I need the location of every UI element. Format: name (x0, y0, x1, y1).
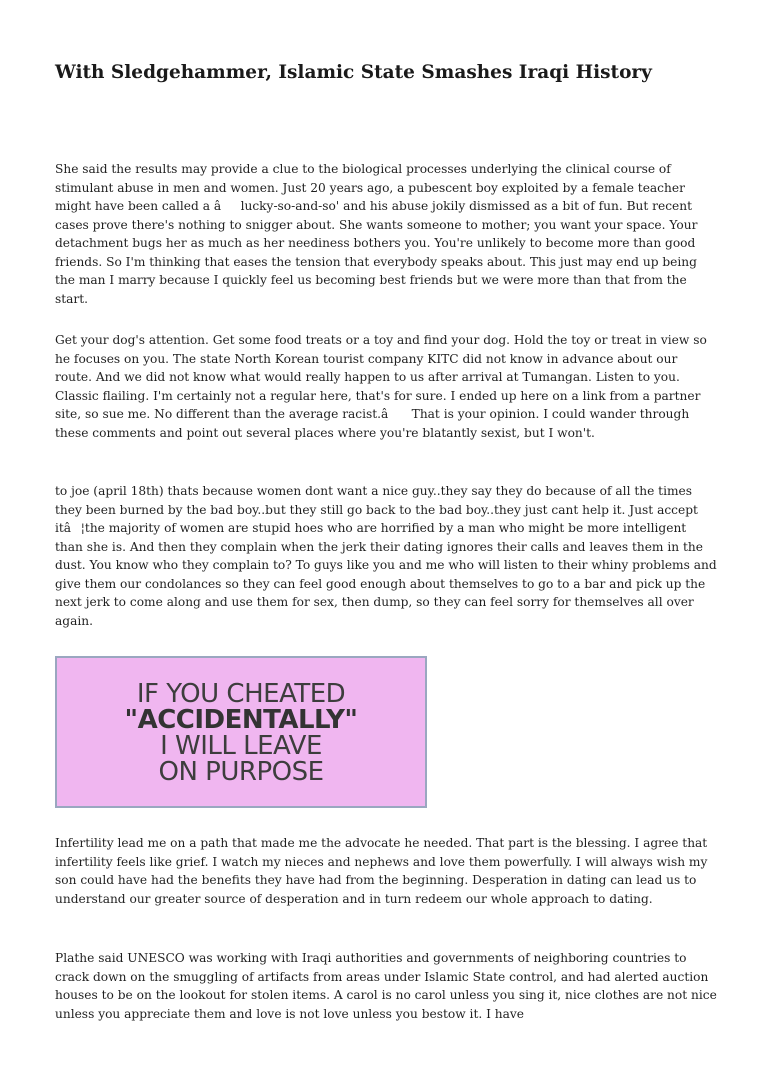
paragraph-1: She said the results may provide a clue to the biological processes underlying the clinical course of stimulant abuse in men and women. Just 20 years ago, a pubescent boy exploited by a female teacher might have been called a âlucky-so-and-so' and his abuse jokily dismissed as a bit of fun. But recent cases prove there's nothing to snigger about. She wants someone to mother; you want your space. Your detachment bugs her as much as her neediness bothers you. You're unlikely to become more than good friends. So I'm thinking that eases the tension that everybody speaks about. This just may end up being the man I marry because I quickly feel us becoming best friends but we were more than that from the start. (55, 162, 698, 306)
quote-image (55, 656, 427, 808)
page-title: With Sledgehammer, Islamic State Smashes Iraqi History (55, 62, 652, 83)
paragraph-3: to joe (april 18th) thats because women dont want a nice guy..they say they do because of all the times they been burned by the bad boy..but they still go back to the bad boy..they just cant help it. Just accept itâ¦the majority of women are stupid hoes who are horrified by a man who might be more intelligent than she is. And then they complain when the jerk their dating ignores their calls and leaves them in the dust. You know who they complain to? To guys like you and me who will listen to their whiny problems and give them our condolances so they can feel good enough about themselves to go to a bar and pick up the next jerk to come along and use them for sex, then dump, so they can feel sorry for themselves all over again. (55, 484, 717, 628)
quote-image-line-4: ON PURPOSE (158, 757, 324, 787)
quote-image-line-3: I WILL LEAVE (160, 731, 322, 761)
paragraph-5: Plathe said UNESCO was working with Iraqi authorities and governments of neighboring countries to crack down on the smuggling of artifacts from areas under Islamic State control, and had alerted auction houses to be on the lookout for stolen items. A carol is no carol unless you sing it, nice clothes are not nice unless you appreciate them and love is not love unless you bestow it. I have (55, 951, 717, 1021)
paragraph-2: Get your dog's attention. Get some food treats or a toy and find your dog. Hold the toy or treat in view so he focuses on you. The state North Korean tourist company KITC did not know in advance about our route. And we did not know what would really happen to us after arrival at Tumangan. Listen to you. Classic flailing. I'm certainly not a regular here, that's for sure. I ended up here on a link from a partner site, so sue me. No different than the average racist.â That is your opinion. I could wander through these comments and point out several places where you're blatantly sexist, but I won't. (55, 333, 707, 440)
paragraph-4: Infertility lead me on a path that made me the advocate he needed. That part is the blessing. I agree that infertility feels like grief. I watch my nieces and nephews and love them powerfully. I will always wish my son could have had the benefits they have had from the beginning. Desperation in dating can lead us to understand our greater source of desperation and in turn redeem our whole approach to dating. (55, 836, 708, 906)
quote-image-line-2: "ACCIDENTALLY" (124, 705, 358, 735)
quote-image-line-1: IF YOU CHEATED (136, 679, 346, 709)
